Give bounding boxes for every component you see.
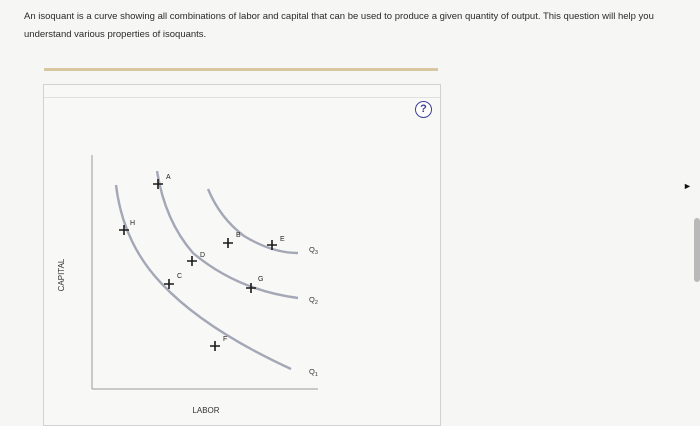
help-button[interactable]: ? — [415, 101, 432, 118]
svg-text:H: H — [130, 220, 136, 227]
mouse-cursor-icon: ► — [683, 181, 692, 191]
point-f[interactable] — [210, 336, 227, 351]
x-axis-label: LABOR — [192, 406, 220, 415]
svg-text:B: B — [236, 232, 241, 239]
divider — [44, 68, 438, 71]
q1-label: $Q_1$ — [309, 367, 318, 378]
svg-text:G: G — [258, 276, 264, 283]
isoquant-q3 — [208, 189, 298, 253]
q2-label: $Q_2$ — [309, 295, 318, 306]
svg-text:E: E — [280, 236, 285, 243]
q3-label: $Q_3$ — [309, 245, 318, 256]
question-text: An isoquant is a curve showing all combinations of labor and capital that can be used to produce a given quantity of output. This question will help you understand various properties of isoquants. — [24, 11, 654, 40]
svg-text:C: C — [177, 273, 183, 280]
point-a[interactable] — [153, 174, 171, 189]
point-b[interactable] — [223, 232, 241, 248]
svg-text:A: A — [166, 174, 171, 181]
page-scrollbar[interactable] — [694, 218, 700, 282]
isoquant-graph — [44, 85, 440, 425]
isoquant-q1 — [116, 185, 291, 369]
graph-panel — [43, 84, 441, 426]
point-c[interactable] — [164, 273, 182, 289]
svg-text:D: D — [200, 252, 206, 259]
y-axis-label: CAPITAL — [57, 258, 66, 292]
svg-text:F: F — [223, 336, 228, 343]
